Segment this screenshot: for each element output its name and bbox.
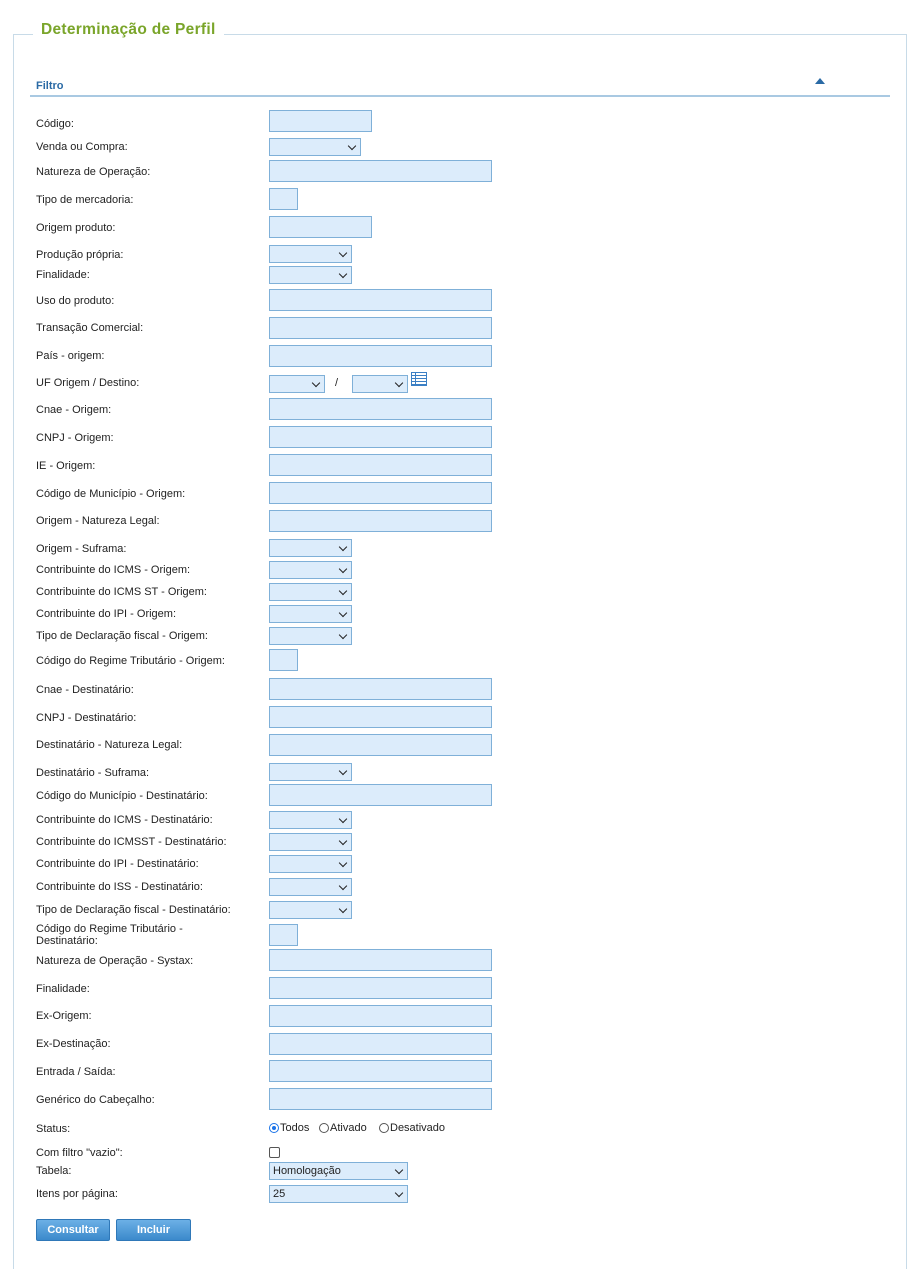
label-tipo-mercadoria: Tipo de mercadoria: <box>36 194 134 206</box>
label-contrib-icms-dest: Contribuinte do ICMS - Destinatário: <box>36 814 213 826</box>
label-transacao-comercial: Transação Comercial: <box>36 322 144 334</box>
origem-suframa-select[interactable] <box>269 539 352 557</box>
contrib-iss-dest-select[interactable] <box>269 878 352 896</box>
contrib-icms-dest-select[interactable] <box>269 811 352 829</box>
tipo-decl-fiscal-dest-select[interactable] <box>269 901 352 919</box>
chevron-down-icon <box>339 859 347 867</box>
com-filtro-vazio-checkbox[interactable] <box>269 1147 280 1158</box>
chevron-down-icon <box>339 905 347 913</box>
label-cnae-destinatario: Cnae - Destinatário: <box>36 684 134 696</box>
codigo-municipio-dest-input[interactable] <box>269 784 492 806</box>
label-contrib-icms-st-origem: Contribuinte do ICMS ST - Origem: <box>36 586 207 598</box>
chevron-down-icon <box>339 631 347 639</box>
label-codigo-municipio-dest: Código do Município - Destinatário: <box>36 790 208 802</box>
status-radio-todos[interactable] <box>269 1122 309 1134</box>
label-generico-cabecalho: Genérico do Cabeçalho: <box>36 1094 155 1106</box>
label-codigo: Código: <box>36 118 74 130</box>
chevron-down-icon <box>339 609 347 617</box>
label-dest-natureza-legal: Destinatário - Natureza Legal: <box>36 739 183 751</box>
pais-origem-input[interactable] <box>269 345 492 367</box>
cnpj-destinatario-input[interactable] <box>269 706 492 728</box>
status-desativado-label: Desativado <box>390 1122 446 1134</box>
codigo-regime-dest-input[interactable] <box>269 924 298 946</box>
label-tipo-decl-fiscal-origem: Tipo de Declaração fiscal - Origem: <box>36 630 208 642</box>
status-todos-label: Todos <box>280 1122 310 1134</box>
label-ie-origem: IE - Origem: <box>36 460 96 472</box>
dest-suframa-select[interactable] <box>269 763 352 781</box>
label-venda-compra: Venda ou Compra: <box>36 141 128 153</box>
label-origem-suframa: Origem - Suframa: <box>36 543 127 555</box>
origem-produto-input[interactable] <box>269 216 372 238</box>
label-origem-natureza-legal: Origem - Natureza Legal: <box>36 515 160 527</box>
label-ex-destinacao: Ex-Destinação: <box>36 1038 111 1050</box>
form-frame <box>13 34 907 1269</box>
cnae-destinatario-input[interactable] <box>269 678 492 700</box>
chevron-down-icon <box>348 142 356 150</box>
list-grid-icon[interactable] <box>411 372 427 386</box>
chevron-down-icon <box>339 837 347 845</box>
radio-icon[interactable] <box>379 1123 389 1133</box>
origem-natureza-legal-input[interactable] <box>269 510 492 532</box>
incluir-button[interactable]: Incluir <box>116 1219 191 1241</box>
label-natureza-operacao-systax: Natureza de Operação - Systax: <box>36 955 194 967</box>
label-dest-suframa: Destinatário - Suframa: <box>36 767 150 779</box>
chevron-down-icon <box>395 379 403 387</box>
tipo-decl-fiscal-origem-select[interactable] <box>269 627 352 645</box>
tabela-select[interactable] <box>269 1162 408 1180</box>
label-contrib-icms-origem: Contribuinte do ICMS - Origem: <box>36 564 191 576</box>
chevron-down-icon <box>339 882 347 890</box>
uso-produto-input[interactable] <box>269 289 492 311</box>
label-contrib-iss-dest: Contribuinte do ISS - Destinatário: <box>36 881 203 893</box>
uf-separator: / <box>335 377 339 389</box>
contrib-icmsst-dest-select[interactable] <box>269 833 352 851</box>
label-producao-propria: Produção própria: <box>36 249 124 261</box>
ex-destinacao-input[interactable] <box>269 1033 492 1055</box>
chevron-down-icon <box>312 379 320 387</box>
contrib-icms-origem-select[interactable] <box>269 561 352 579</box>
label-contrib-ipi-dest: Contribuinte do IPI - Destinatário: <box>36 858 199 870</box>
collapse-up-icon[interactable] <box>815 78 825 84</box>
label-entrada-saida: Entrada / Saída: <box>36 1066 116 1078</box>
entrada-saida-input[interactable] <box>269 1060 492 1082</box>
label-cnae-origem: Cnae - Origem: <box>36 404 112 416</box>
label-pais-origem: País - origem: <box>36 350 105 362</box>
label-codigo-municipio-origem: Código de Município - Origem: <box>36 488 186 500</box>
transacao-comercial-input[interactable] <box>269 317 492 339</box>
label-cnpj-origem: CNPJ - Origem: <box>36 432 114 444</box>
dest-natureza-legal-input[interactable] <box>269 734 492 756</box>
label-natureza-operacao: Natureza de Operação: <box>36 166 151 178</box>
filter-divider <box>30 95 890 97</box>
consultar-button[interactable]: Consultar <box>36 1219 110 1241</box>
label-itens-por-pagina: Itens por página: <box>36 1188 118 1200</box>
radio-selected-icon[interactable] <box>269 1123 279 1133</box>
tabela-select-value: Homologação <box>273 1165 341 1177</box>
label-ex-origem: Ex-Origem: <box>36 1010 92 1022</box>
label-origem-produto: Origem produto: <box>36 222 116 234</box>
cnpj-origem-input[interactable] <box>269 426 492 448</box>
chevron-down-icon <box>395 1166 403 1174</box>
label-tipo-decl-fiscal-dest: Tipo de Declaração fiscal - Destinatário: <box>36 904 231 916</box>
producao-propria-select[interactable] <box>269 245 352 263</box>
itens-por-pagina-select[interactable] <box>269 1185 408 1203</box>
label-codigo-regime-dest-line1: Código do Regime Tributário - <box>36 923 183 935</box>
uf-destino-select[interactable] <box>352 375 408 393</box>
tipo-mercadoria-input[interactable] <box>269 188 298 210</box>
label-contrib-ipi-origem: Contribuinte do IPI - Origem: <box>36 608 177 620</box>
label-finalidade-2: Finalidade: <box>36 983 90 995</box>
label-codigo-regime-origem: Código do Regime Tributário - Origem: <box>36 655 225 667</box>
chevron-down-icon <box>339 565 347 573</box>
ex-origem-input[interactable] <box>269 1005 492 1027</box>
codigo-municipio-origem-input[interactable] <box>269 482 492 504</box>
label-contrib-icmsst-dest: Contribuinte do ICMSST - Destinatário: <box>36 836 227 848</box>
status-ativado-label: Ativado <box>330 1122 367 1134</box>
chevron-down-icon <box>395 1189 403 1197</box>
uf-origem-select[interactable] <box>269 375 325 393</box>
label-tabela: Tabela: <box>36 1165 72 1177</box>
label-cnpj-destinatario: CNPJ - Destinatário: <box>36 712 137 724</box>
contrib-icms-st-origem-select[interactable] <box>269 583 352 601</box>
label-uso-produto: Uso do produto: <box>36 295 115 307</box>
generico-cabecalho-input[interactable] <box>269 1088 492 1110</box>
label-codigo-regime-dest-line2: Destinatário: <box>36 935 98 947</box>
contrib-ipi-dest-select[interactable] <box>269 855 352 873</box>
label-codigo-regime-dest <box>36 923 183 947</box>
page-title: Determinação de Perfil <box>33 21 224 39</box>
natureza-operacao-systax-input[interactable] <box>269 949 492 971</box>
codigo-input[interactable] <box>269 110 372 132</box>
status-radio-desativado[interactable] <box>379 1122 445 1134</box>
ie-origem-input[interactable] <box>269 454 492 476</box>
chevron-down-icon <box>339 815 347 823</box>
contrib-ipi-origem-select[interactable] <box>269 605 352 623</box>
label-com-filtro-vazio: Com filtro "vazio": <box>36 1147 123 1159</box>
chevron-down-icon <box>339 767 347 775</box>
chevron-down-icon <box>339 543 347 551</box>
cnae-origem-input[interactable] <box>269 398 492 420</box>
label-finalidade: Finalidade: <box>36 269 90 281</box>
chevron-down-icon <box>339 270 347 278</box>
natureza-operacao-input[interactable] <box>269 160 492 182</box>
finalidade-select[interactable] <box>269 266 352 284</box>
label-status: Status: <box>36 1123 71 1135</box>
filter-section-title: Filtro <box>36 80 64 92</box>
status-radio-ativado[interactable] <box>319 1122 367 1134</box>
itens-por-pagina-value: 25 <box>273 1188 286 1200</box>
codigo-regime-origem-input[interactable] <box>269 649 298 671</box>
finalidade-input[interactable] <box>269 977 492 999</box>
label-uf-origem-destino: UF Origem / Destino: <box>36 377 140 389</box>
chevron-down-icon <box>339 587 347 595</box>
venda-compra-select[interactable] <box>269 138 361 156</box>
chevron-down-icon <box>339 249 347 257</box>
radio-icon[interactable] <box>319 1123 329 1133</box>
